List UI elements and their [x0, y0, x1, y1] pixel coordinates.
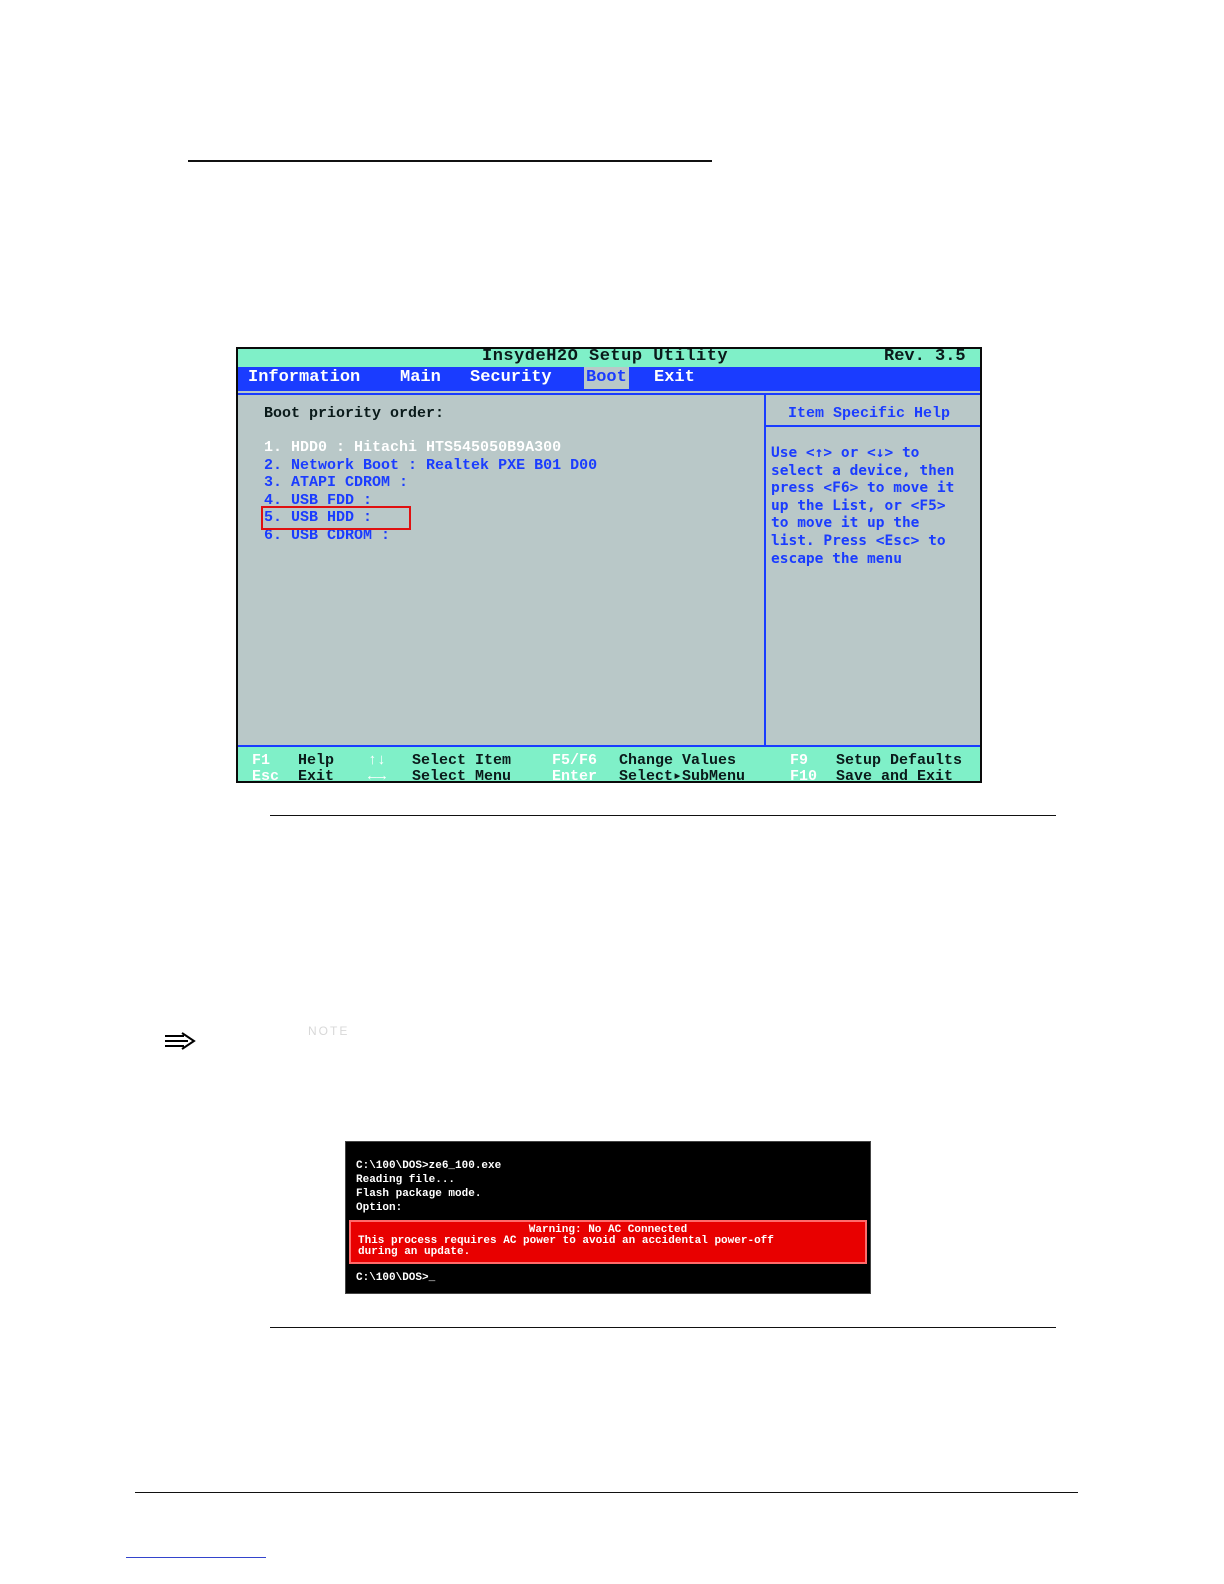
- boot-item-1[interactable]: 1. HDD0 : Hitachi HTS545050B9A300: [264, 439, 562, 456]
- menu-main[interactable]: Main: [400, 368, 441, 387]
- key-f9: F9: [790, 752, 809, 769]
- warning-line-1: This process requires AC power to avoid an accidental power-off: [358, 1235, 774, 1247]
- boot-item-2[interactable]: 2. Network Boot : Realtek PXE B01 D00: [264, 456, 598, 474]
- bios-menu-bar: [238, 367, 980, 391]
- figure-rule-1: [270, 815, 1056, 816]
- boot-item-3[interactable]: 3. ATAPI CDROM :: [264, 474, 409, 492]
- key-f5f6: F5/F6: [552, 752, 598, 769]
- header-rule: [188, 160, 712, 162]
- warning-title: Warning: No AC Connected: [528, 1224, 688, 1236]
- dos-line-3: Flash package mode.: [356, 1188, 482, 1200]
- dos-line-2: Reading file...: [356, 1174, 456, 1186]
- boot-item-4[interactable]: 4. USB FDD :: [264, 491, 373, 509]
- help-title: Item Specific Help: [788, 405, 951, 422]
- ac-warning-box: [349, 1220, 867, 1264]
- menu-security[interactable]: Security: [470, 368, 552, 387]
- dos-flash-screenshot: [345, 1141, 871, 1294]
- help-text: Use <↑> or <↓> to select a device, then press <F6> to move it up the List, or <F5> to move it up the list. Press <Esc> to escape the menu: [771, 445, 955, 567]
- warning-line-2: during an update.: [358, 1246, 471, 1258]
- key-enter: Enter: [552, 768, 598, 783]
- menu-boot[interactable]: Boot: [586, 368, 627, 387]
- key-esc-desc: Exit: [298, 768, 335, 783]
- bios-key-legend: [238, 747, 980, 781]
- key-esc: Esc: [252, 768, 280, 783]
- boot-priority-heading: Boot priority order:: [264, 405, 445, 422]
- key-updown-desc: Select Item: [412, 752, 512, 769]
- help-title-underline: [766, 425, 980, 427]
- key-f5f6-desc: Change Values: [619, 752, 737, 769]
- menu-information[interactable]: Information: [248, 368, 361, 387]
- bios-title-bar: [238, 349, 980, 367]
- footer-link-underline[interactable]: [126, 1557, 266, 1558]
- dos-line-4: Option:: [356, 1202, 403, 1214]
- menu-exit[interactable]: Exit: [654, 368, 695, 387]
- dos-prompt: C:\100\DOS>_: [356, 1272, 436, 1284]
- bios-title: InsydeH2O Setup Utility: [482, 347, 729, 366]
- key-f1: F1: [252, 752, 271, 769]
- bios-divider: [764, 395, 766, 745]
- key-enter-desc: Select▸SubMenu: [619, 768, 746, 783]
- boot-priority-list: [264, 439, 597, 545]
- boot-item-5[interactable]: 5. USB HDD :: [264, 509, 408, 527]
- bios-setup-screenshot: [236, 347, 982, 783]
- bios-revision: Rev. 3.5: [884, 347, 966, 366]
- boot-priority-panel: [238, 395, 764, 745]
- note-arrow-icon: [164, 1032, 196, 1050]
- boot-item-6[interactable]: 6. USB CDROM :: [264, 526, 391, 544]
- key-updown: ↑↓: [368, 752, 387, 769]
- dos-line-1: C:\100\DOS>ze6_100.exe: [356, 1160, 502, 1172]
- figure-rule-2: [270, 1327, 1056, 1328]
- note-label: NOTE: [308, 1024, 350, 1038]
- key-f10: F10: [790, 768, 818, 783]
- key-f1-desc: Help: [298, 752, 335, 769]
- footer-rule: [135, 1492, 1078, 1493]
- key-f9-desc: Setup Defaults: [836, 752, 963, 769]
- key-leftright: ←→: [368, 768, 387, 783]
- key-leftright-desc: Select Menu: [412, 768, 512, 783]
- key-f10-desc: Save and Exit: [836, 768, 954, 783]
